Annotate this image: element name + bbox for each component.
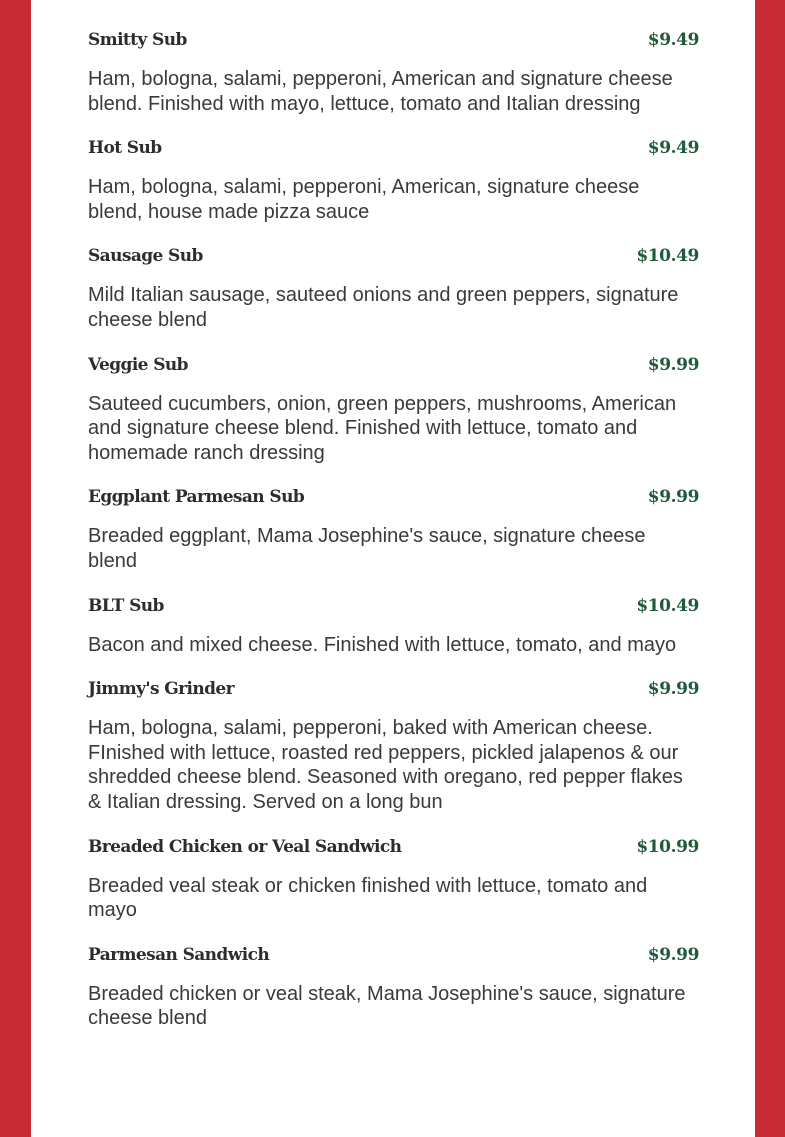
menu-item-description: Bacon and mixed cheese. Finished with lettuce, tomato, and mayo: [88, 633, 677, 656]
menu-item: [88, 355, 699, 466]
menu-item-description: Breaded veal steak or chicken finished with lettuce, tomato and mayo: [88, 874, 648, 922]
menu-item-name: Veggie Sub: [88, 354, 188, 375]
menu-item-name: Eggplant Parmesan Sub: [88, 487, 305, 508]
menu-item-header: [88, 487, 699, 511]
left-border-stripe: [0, 0, 31, 1137]
menu-item-description: Mild Italian sausage, sauteed onions and green peppers, signature cheese blend: [88, 284, 679, 331]
menu-item-name: Jimmy's Grinder: [88, 679, 235, 700]
menu-item-price: $9.49: [647, 30, 699, 50]
right-border-stripe: [755, 0, 785, 1137]
menu-item: [88, 679, 699, 814]
menu-item-header: [88, 246, 699, 270]
menu-item-name: Sausage Sub: [88, 246, 203, 267]
menu-item-name: Hot Sub: [88, 138, 162, 159]
menu-item: [88, 138, 699, 224]
menu-item-price: $10.49: [636, 595, 699, 616]
menu-item-description: Breaded chicken or veal steak, Mama Josephine's sauce, signature cheese blend: [88, 982, 686, 1030]
menu-item-description: Breaded eggplant, Mama Josephine's sauce, signature cheese blend: [88, 525, 646, 572]
menu-item: [88, 246, 699, 332]
menu-item-header: [88, 945, 699, 969]
menu-item-price: $9.99: [647, 487, 699, 508]
menu-item-header: [88, 138, 699, 162]
menu-item-name: BLT Sub: [88, 595, 164, 616]
menu-item-header: [88, 679, 699, 703]
menu-item-description: Ham, bologna, salami, pepperoni, American, signature cheese blend, house made pizza sauce: [88, 176, 640, 223]
menu-item: [88, 487, 699, 573]
menu-item: [88, 596, 699, 658]
menu-item-header: [88, 596, 699, 620]
menu-item-price: $9.99: [647, 354, 699, 375]
menu-item-name: Parmesan Sandwich: [88, 944, 270, 965]
menu-item-header: [88, 355, 699, 379]
menu-item: [88, 945, 699, 1031]
menu-item-name: Smitty Sub: [88, 30, 187, 50]
menu-item-price: $9.99: [647, 679, 699, 700]
menu-item-header: [88, 837, 699, 861]
menu-item-price: $10.99: [636, 836, 699, 857]
menu-item-price: $10.49: [636, 246, 699, 267]
menu-item-description: Sauteed cucumbers, onion, green peppers, mushrooms, American and signature cheese blend. Finished with lettuce, tomato and homemade ranch dressing: [88, 392, 677, 464]
menu-item-price: $9.99: [647, 944, 699, 965]
menu-item: [88, 837, 699, 923]
menu-item-price: $9.49: [647, 138, 699, 159]
menu-item-description: Ham, bologna, salami, pepperoni, American and signature cheese blend. Finished with mayo, lettuce, tomato and Italian dressing: [88, 68, 673, 115]
menu-list: [88, 30, 699, 1053]
menu-item-description: Ham, bologna, salami, pepperoni, baked with American cheese. FInished with lettuce, roasted red peppers, pickled jalapenos & our shredded cheese blend. Seasoned with oregano, red pepper flakes & Italian dressing. Served on a long bun: [88, 717, 683, 813]
menu-item: [88, 30, 699, 116]
menu-item-header: [88, 30, 699, 54]
menu-item-name: Breaded Chicken or Veal Sandwich: [88, 836, 402, 857]
